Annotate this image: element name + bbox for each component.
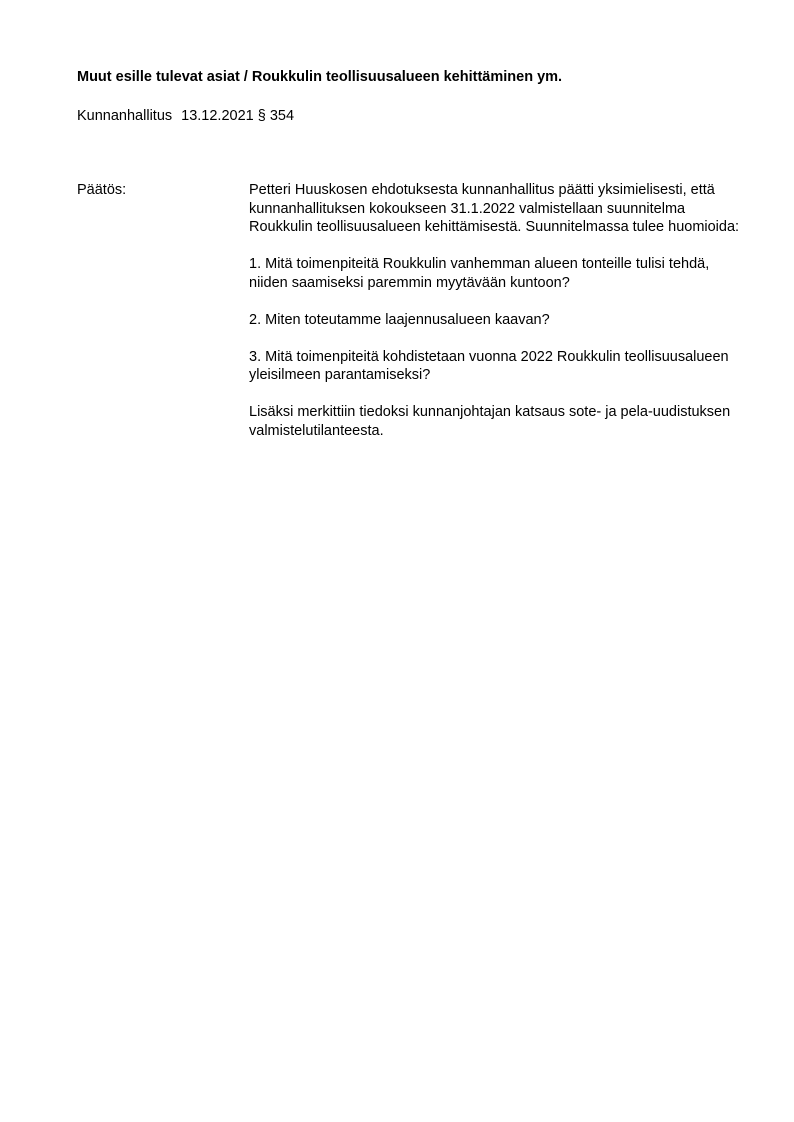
- meeting-date: 13.12.2021: [181, 108, 254, 124]
- decision-paragraph: Lisäksi merkittiin tiedoksi kunnanjohtajan katsaus sote- ja pela-uudistuksen valmistelutilanteesta.: [249, 404, 731, 439]
- decision-paragraph: Petteri Huuskosen ehdotuksesta kunnanhallitus päätti yksimielisesti, että kunnanhallituksen kokoukseen 31.1.2022 valmistellaan suunnitelma Roukkulin teollisuusalueen kehittämisestä. Suunnitelmassa tulee huomioida:: [249, 182, 740, 235]
- decision-paragraph: 3. Mitä toimenpiteitä kohdistetaan vuonna 2022 Roukkulin teollisuusalueen yleisilmeen parantamiseksi?: [249, 348, 729, 383]
- decision-label: Päätös:: [77, 182, 127, 198]
- document-title: Muut esille tulevat asiat / Roukkulin teollisuusalueen kehittäminen ym.: [77, 69, 563, 85]
- meeting-body: Kunnanhallitus: [77, 108, 173, 124]
- meeting-info: [77, 107, 294, 125]
- decision-paragraph: 1. Mitä toimenpiteitä Roukkulin vanhemman alueen tonteille tulisi tehdä, niiden saamiseksi paremmin myytävään kuntoon?: [249, 256, 710, 291]
- section-number: § 354: [257, 108, 295, 124]
- decision-paragraph: 2. Miten toteutamme laajennusalueen kaavan?: [249, 311, 550, 328]
- decision-body: [249, 181, 749, 459]
